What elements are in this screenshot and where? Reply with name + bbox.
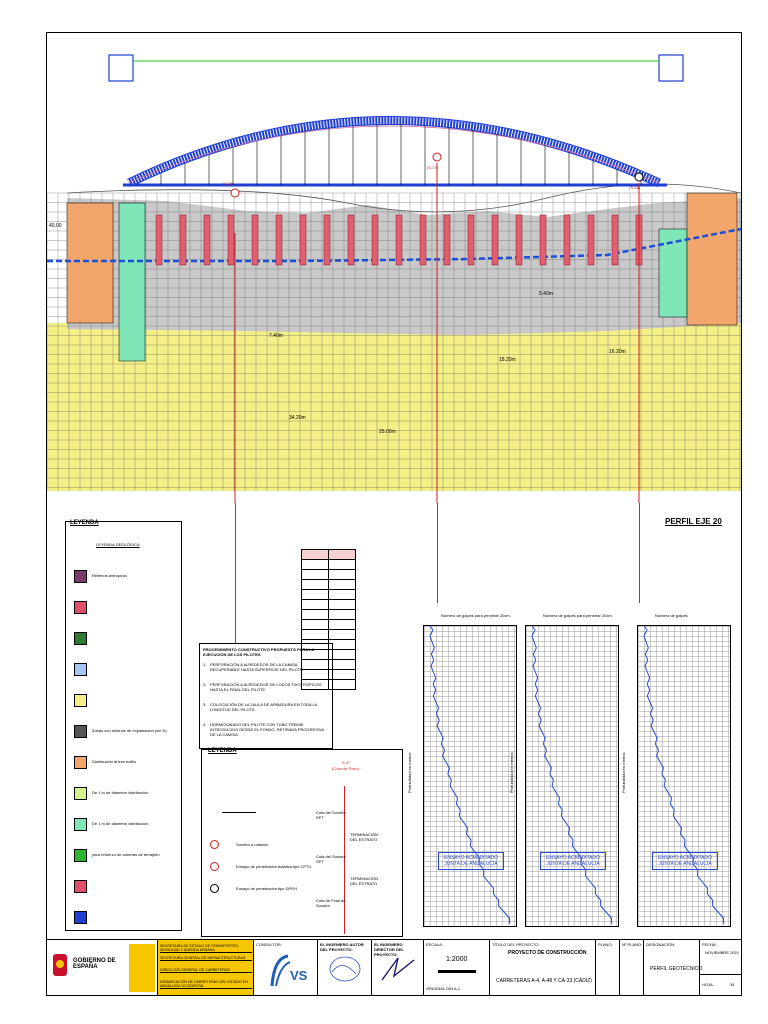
sheet-label: HOJA: — [702, 982, 714, 987]
drawing-sheet — [46, 32, 742, 996]
gov-cell — [47, 940, 157, 996]
legend-subtitle: LEYENDA GEOLÓGICA — [96, 542, 140, 547]
geological-legend — [65, 521, 182, 931]
ministry-line: SECRETARÍA DE ESTADO DE TRANSPORTES, MOVILIDAD Y AGENDA URBANA — [160, 944, 252, 953]
spt-cell — [329, 560, 356, 570]
pile — [156, 215, 162, 265]
date-cell — [699, 940, 742, 996]
pile — [540, 215, 546, 265]
legend-swatch — [74, 570, 87, 583]
spt-table — [301, 549, 356, 690]
depth-label: 25.00m — [379, 429, 396, 435]
ministry-line: SECRETARÍA GENERAL DE INFRAESTRUCTURAS — [160, 956, 252, 961]
borehole-extension — [639, 503, 640, 603]
title-block — [47, 939, 741, 996]
left-orange-block — [67, 203, 113, 323]
spt-cell — [302, 680, 329, 690]
procedure-step-number: 1. — [203, 662, 207, 667]
pile — [444, 215, 450, 265]
spt-cell — [302, 630, 329, 640]
spt-cell — [302, 570, 329, 580]
pile — [348, 215, 354, 265]
legend-swatch — [74, 880, 87, 893]
borehole-annotation: Cota del Sondeo SPT — [316, 854, 346, 864]
tests-legend — [201, 749, 403, 937]
borehole-annotation: TERMINACIÓN DEL ESTRATO — [350, 876, 378, 886]
pile — [372, 215, 378, 265]
tests-legend-label: Sondeo a rotación — [236, 842, 269, 847]
project-title: PROYECTO DE CONSTRUCCIÓN — [508, 950, 587, 956]
legend-item-label: Distribución al tres bolillo — [92, 759, 137, 764]
project-cell — [489, 940, 596, 996]
spt-cell — [302, 580, 329, 590]
depth-label: 7.40m — [269, 333, 283, 339]
legend-swatch — [74, 632, 87, 645]
dpsh-icon — [210, 884, 219, 893]
spt-cell — [329, 600, 356, 610]
sand-layer — [47, 323, 741, 491]
right-top-frame — [659, 55, 683, 81]
pile — [612, 215, 618, 265]
spt-cell — [329, 570, 356, 580]
section-chart-label: Número de golpes para penetrar 20cm. — [441, 613, 511, 618]
accreditation-stamp: ENSAYO ACREDITADO JUNTA DE ANDALUCÍA — [438, 852, 504, 870]
spt-cell — [329, 640, 356, 650]
borehole-annotation: TERMINACIÓN DEL ESTRATO — [350, 832, 378, 842]
spt-cell — [329, 650, 356, 660]
depth-label: 34.20m — [289, 415, 306, 421]
rotary-drill-icon — [210, 840, 219, 849]
procedure-step-number: 2. — [203, 682, 207, 687]
legend-item-label: De 1 m de diámetro distribución — [92, 821, 149, 826]
tests-legend-label: Ensayo de penetración tipo DPSH — [236, 886, 297, 891]
spt-cell — [302, 620, 329, 630]
pile — [300, 215, 306, 265]
spt-cell — [302, 650, 329, 660]
pile — [252, 215, 258, 265]
pile — [396, 215, 402, 265]
legend-swatch — [74, 787, 87, 800]
legend-title: LEYENDA — [70, 520, 99, 526]
pile — [420, 215, 426, 265]
gov-yellow-band — [129, 944, 155, 992]
tests-legend-label: Ensayo de penetración estática tipo CPTU — [236, 864, 312, 869]
depth-label: 18.20m — [499, 357, 516, 363]
legend-swatch — [74, 725, 87, 738]
legend-item-label: para refuerzo de carreras de terraplén — [92, 852, 160, 857]
left-level-label: 40.00 — [49, 223, 62, 229]
accreditation-stamp: ENSAYO ACREDITADO JUNTA DE ANDALUCÍA — [652, 852, 718, 870]
plano-cell — [595, 940, 620, 996]
left-top-frame — [109, 55, 133, 81]
date-label: FECHA: — [702, 942, 717, 947]
spt-cell — [329, 670, 356, 680]
coat-of-arms-icon — [56, 960, 64, 968]
designation-label: DESIGNACIÓN: — [646, 942, 676, 947]
penetration-curve — [424, 626, 516, 926]
pile — [492, 215, 498, 265]
procedure-step: PERFORACIÓN A ALREDEDOR DE LA CAMISA RECUPERABLE HASTA SUPERFICIE DEL PILOTE. — [210, 662, 305, 672]
original-note: ORIGINAL DIN A-1 — [426, 986, 461, 991]
legend-swatch — [74, 601, 87, 614]
author-cell — [317, 940, 372, 996]
spt-cell — [302, 610, 329, 620]
spt-cell — [302, 550, 329, 560]
sample-note: (Cota de Pozo) — [332, 766, 359, 771]
pile — [180, 215, 186, 265]
procedure-step-number: 3. — [203, 702, 207, 707]
spt-cell — [302, 600, 329, 610]
penetration-chart — [423, 625, 517, 927]
spt-cell — [329, 630, 356, 640]
sample-separator — [222, 812, 256, 813]
piles — [156, 215, 642, 265]
sheet-value: 34 — [730, 982, 735, 987]
borehole-extension — [235, 503, 236, 643]
sample-id: S-1* — [342, 760, 350, 765]
pile — [324, 215, 330, 265]
procedure-step: COLOCACIÓN DE LA JAULA DE ARMADURA EN TODA LA LONGITUD DEL PILOTE. — [210, 702, 318, 712]
date-value: NOVIEMBRE 2021 — [704, 950, 739, 955]
penetration-curve — [526, 626, 618, 926]
penetration-chart — [637, 625, 731, 927]
borehole-marker — [635, 173, 643, 181]
arch-hangers — [137, 125, 641, 185]
legend-item-label: De 1 m de diámetro distribución — [92, 790, 149, 795]
borehole-annotation: Cota del Sondeo SPT — [316, 810, 346, 820]
procedure-title: PROCEDIMIENTO CONSTRUCTIVO PROPUESTO PARA LA EJECUCIÓN DE LOS PILOTES — [203, 647, 315, 657]
scale-bar — [438, 970, 476, 973]
pile — [276, 215, 282, 265]
pile — [204, 215, 210, 265]
spt-cell — [329, 620, 356, 630]
borehole-extension — [437, 503, 438, 603]
legend-swatch — [74, 911, 87, 924]
consultor-cell — [253, 940, 318, 996]
author-label: EL INGENIERO AUTOR DEL PROYECTO: — [320, 942, 364, 952]
borehole-annotation: Cota de Final de Sondeo — [316, 898, 346, 908]
nplano-cell — [619, 940, 644, 996]
date-separator — [700, 974, 742, 975]
drill-id: (S-18) — [629, 185, 641, 190]
spt-cell — [329, 580, 356, 590]
spt-cell — [302, 560, 329, 570]
penetration-chart — [525, 625, 619, 927]
legend-swatch — [74, 663, 87, 676]
signature-icon — [326, 954, 364, 984]
depth-label: 16.20m — [609, 349, 626, 355]
section-axis-label: Profundidad en metros — [621, 752, 626, 793]
designation-cell — [643, 940, 703, 996]
legend-swatch — [74, 849, 87, 862]
spt-cell — [329, 680, 356, 690]
left-mint-block — [119, 203, 145, 361]
section-chart-label: Número de golpes — [655, 613, 688, 618]
procedure-step: HORMIGONADO DEL PILOTE CON TUBO TREMIE INTRODUCIDO DESDE EL FONDO, RETIRADA PROGRESIVA DE LA CAMISA. — [210, 722, 324, 737]
spt-cell — [302, 640, 329, 650]
ministry-cell — [157, 940, 254, 996]
borehole-marker — [231, 189, 239, 197]
svg-text:VS: VS — [290, 968, 308, 983]
director-cell — [371, 940, 424, 996]
legend-swatch — [74, 756, 87, 769]
project-label: TÍTULO DEL PROYECTO: — [492, 942, 540, 947]
legend-swatch — [74, 818, 87, 831]
nplano-label: Nº PLANO: — [622, 942, 643, 947]
scale-value: 1:2000 — [446, 956, 468, 963]
spt-cell — [329, 590, 356, 600]
pile — [516, 215, 522, 265]
spt-cell — [302, 660, 329, 670]
gov-label: GOBIERNO DE ESPAÑA — [73, 958, 116, 970]
scale-cell — [423, 940, 490, 996]
spt-cell — [302, 670, 329, 680]
drill-id: (S-17) — [427, 165, 439, 170]
drill-id: (S-16) — [223, 181, 235, 186]
right-mint-block — [659, 229, 687, 317]
section-chart-label: Número de golpes para penetrar 20cm. — [543, 613, 613, 618]
scale-label: ESCALA: — [426, 942, 443, 947]
tests-legend-title: LEYENDA — [208, 748, 237, 754]
procedure-step: PERFORACIÓN A ALREDEDOR DE LODOS TIXOTRÓPICOS HASTA EL FINAL DEL PILOTE. — [210, 682, 322, 692]
director-label: EL INGENIERO DIRECTOR DEL PROYECTO: — [374, 942, 404, 957]
spt-cell — [302, 590, 329, 600]
accreditation-stamp: ENSAYO ACREDITADO JUNTA DE ANDALUCÍA — [540, 852, 606, 870]
pile — [228, 215, 234, 265]
depth-label: 5.40m — [539, 291, 553, 297]
procedure-step-number: 4. — [203, 722, 207, 727]
arch-top — [129, 121, 659, 184]
section-axis-label: Profundidad en metros — [509, 752, 514, 793]
spt-cell — [329, 610, 356, 620]
designation-value: PERFIL GEOTÉCNICO — [650, 966, 703, 972]
section-axis-label: Profundidad en metros — [407, 752, 412, 793]
spt-cell — [329, 660, 356, 670]
pile — [588, 215, 594, 265]
signature-icon — [378, 952, 418, 986]
vs-logo-icon — [268, 950, 308, 990]
legend-swatch — [74, 694, 87, 707]
pile — [468, 215, 474, 265]
consultor-label: CONSULTOR: — [256, 942, 282, 947]
right-orange-block — [687, 193, 737, 325]
borehole-marker — [433, 153, 441, 161]
ministry-line: DIRECCIÓN GENERAL DE CARRETERAS — [160, 968, 252, 973]
legend-item-label: Rellenos antrópicos — [92, 573, 128, 578]
penetration-curve — [638, 626, 730, 926]
spt-cell — [329, 550, 356, 560]
profile-title: PERFIL EJE 20 — [665, 517, 722, 526]
plano-label: PLANO: — [598, 942, 613, 947]
cptu-icon — [210, 862, 219, 871]
ministry-line: DEMARCACIÓN DE CARRETERAS DEL ESTADO EN ANDALUCÍA OCCIDENTAL — [160, 980, 252, 989]
project-subtitle: CARRETERAS A-4, A-48 Y CA-33 (CÁDIZ) — [496, 978, 592, 984]
pile — [564, 215, 570, 265]
legend-item-label: Zonas con rellenos de explanación (sin H) — [92, 728, 167, 733]
